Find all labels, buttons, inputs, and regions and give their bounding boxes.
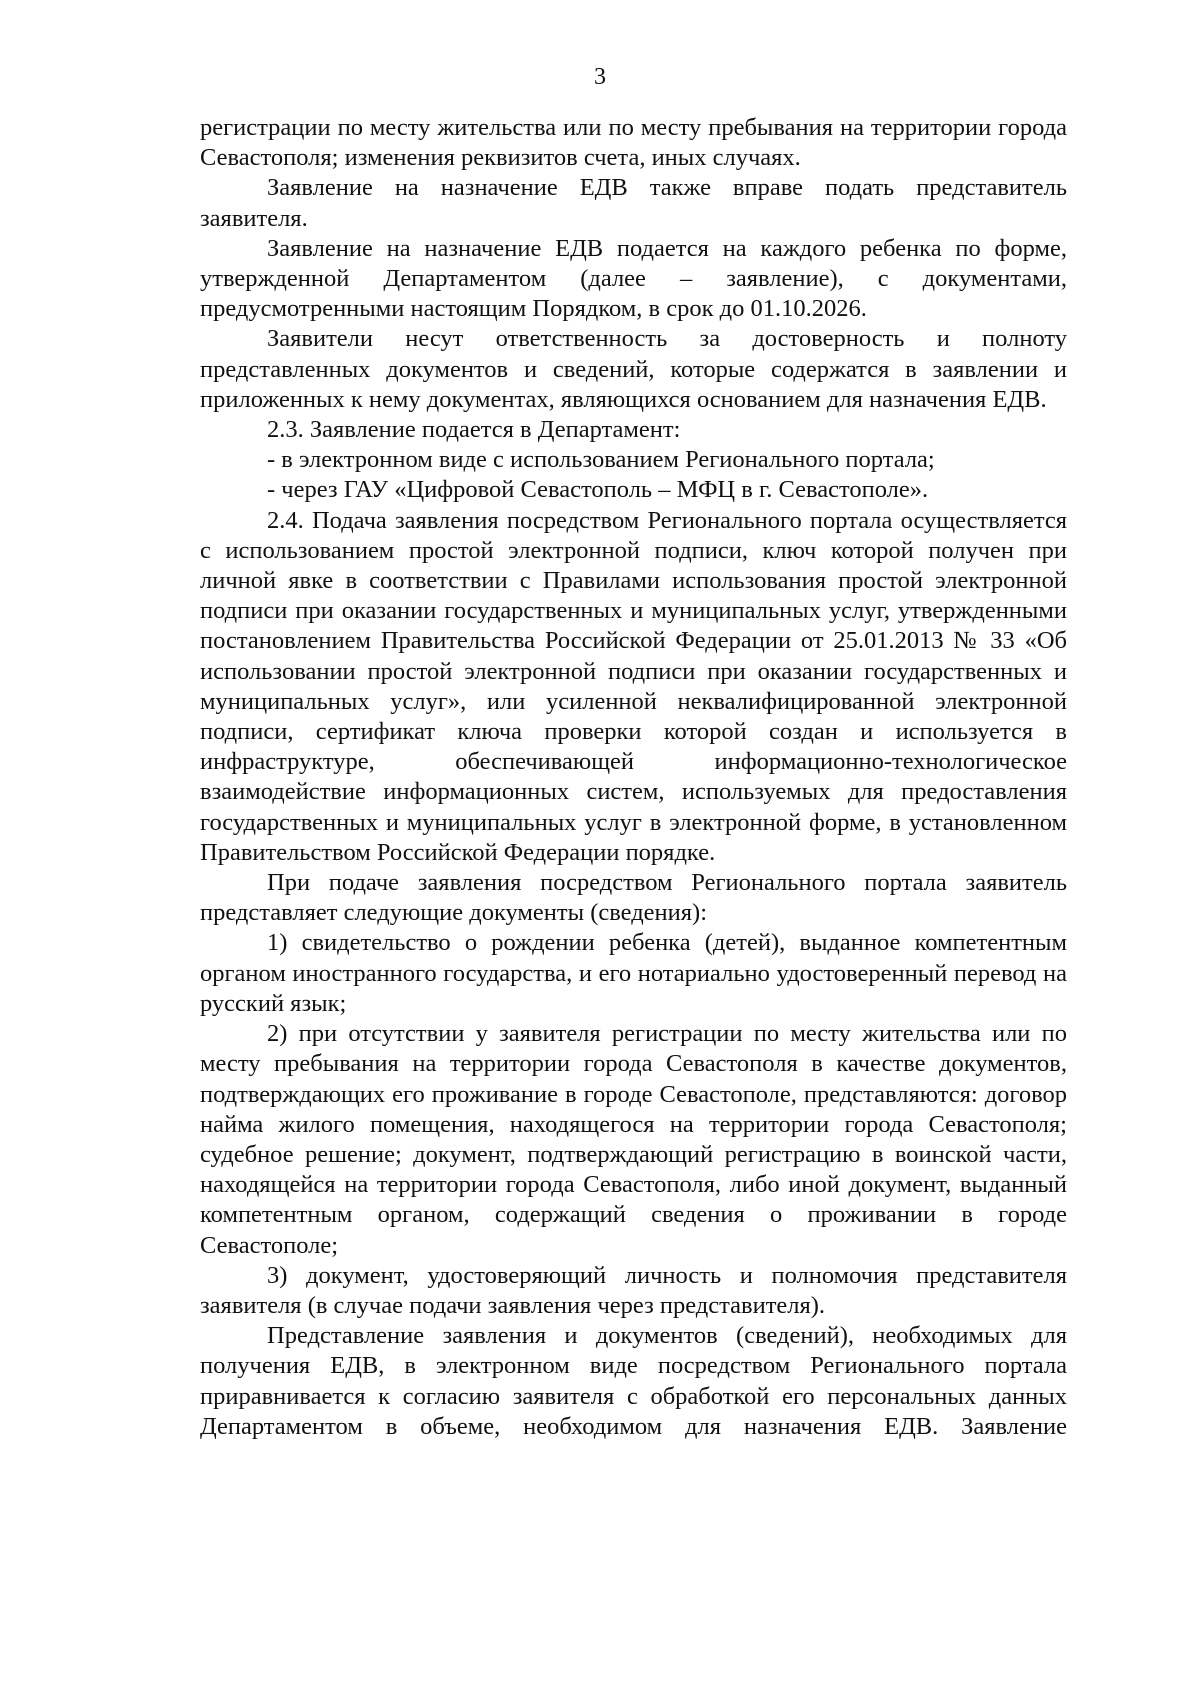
list-item-2-residence: 2) при отсутствии у заявителя регистрации по месту жительства или по месту пребывания на территории города Севастополя в качестве документов, подтверждающих его проживание в городе Севастополе, представляются: договор найма жилого помещения, находящегося на территории города Севастополя; судебное решение; документ, подтверждающий регистрацию в воинской части, находящейся на территории города Севастополя, либо иной документ, выданный компетентным органом, содержащий сведения о проживании в городе Севастополе; [200, 1020, 1067, 1259]
paragraph-section-2-3: 2.3. Заявление подается в Департамент: [267, 416, 681, 444]
list-item-mfc: - через ГАУ «Цифровой Севастополь – МФЦ в г. Севастополе». [267, 476, 929, 504]
paragraph-consent: Представление заявления и документов (сведений), необходимых для получения ЕДВ, в электронном виде посредством Регионального портала приравнивается к согласию заявителя с обработкой его персональных данных Департаментом в объеме, необходимом для назначения ЕДВ. Заявление [200, 1322, 1067, 1440]
paragraph-continuation: регистрации по месту жительства или по месту пребывания на территории города Севастополя; изменения реквизитов счета, иных случаях. [200, 114, 1067, 172]
document-body [200, 113, 1067, 1442]
paragraph-application-form: Заявление на назначение ЕДВ подается на каждого ребенка по форме, утвержденной Департаментом (далее – заявление), с документами, предусмотренными настоящим Порядком, в срок до 01.10.2026. [200, 234, 1067, 323]
list-item-1-birth-certificate: 1) свидетельство о рождении ребенка (детей), выданное компетентным органом иностранного государства, и его нотариально удостоверенный перевод на русский язык; [200, 929, 1067, 1017]
list-item-electronic: - в электронном виде с использованием Регионального портала; [267, 446, 935, 474]
page-number: 3 [594, 64, 606, 90]
paragraph-documents-intro: При подаче заявления посредством Регионального портала заявитель представляет следующие документы (сведения): [200, 869, 1067, 927]
paragraph-representative: Заявление на назначение ЕДВ также вправе подать представитель заявителя. [200, 174, 1067, 232]
list-item-3-identity: 3) документ, удостоверяющий личность и полномочия представителя заявителя (в случае подачи заявления через представителя). [200, 1261, 1067, 1319]
paragraph-section-2-4: 2.4. Подача заявления посредством Регионального портала осуществляется с использованием простой электронной подписи, ключ которой получен при личной явке в соответствии с Правилами использования простой электронной подписи при оказании государственных и муниципальных услуг, утвержденными постановлением Правительства Российской Федерации от 25.01.2013 № 33 «Об использовании простой электронной подписи при оказании государственных и муниципальных услуг», или усиленной неквалифицированной электронной подписи, сертификат ключа проверки которой создан и используется в инфраструктуре, обеспечивающей информационно-технологическое взаимодействие информационных систем, используемых для предоставления государственных и муниципальных услуг в электронной форме, в установленном Правительством Российской Федерации порядке. [200, 506, 1067, 866]
paragraph-responsibility: Заявители несут ответственность за достоверность и полноту представленных документов и сведений, которые содержатся в заявлении и приложенных к нему документах, являющихся основанием для назначения ЕДВ. [200, 325, 1067, 413]
